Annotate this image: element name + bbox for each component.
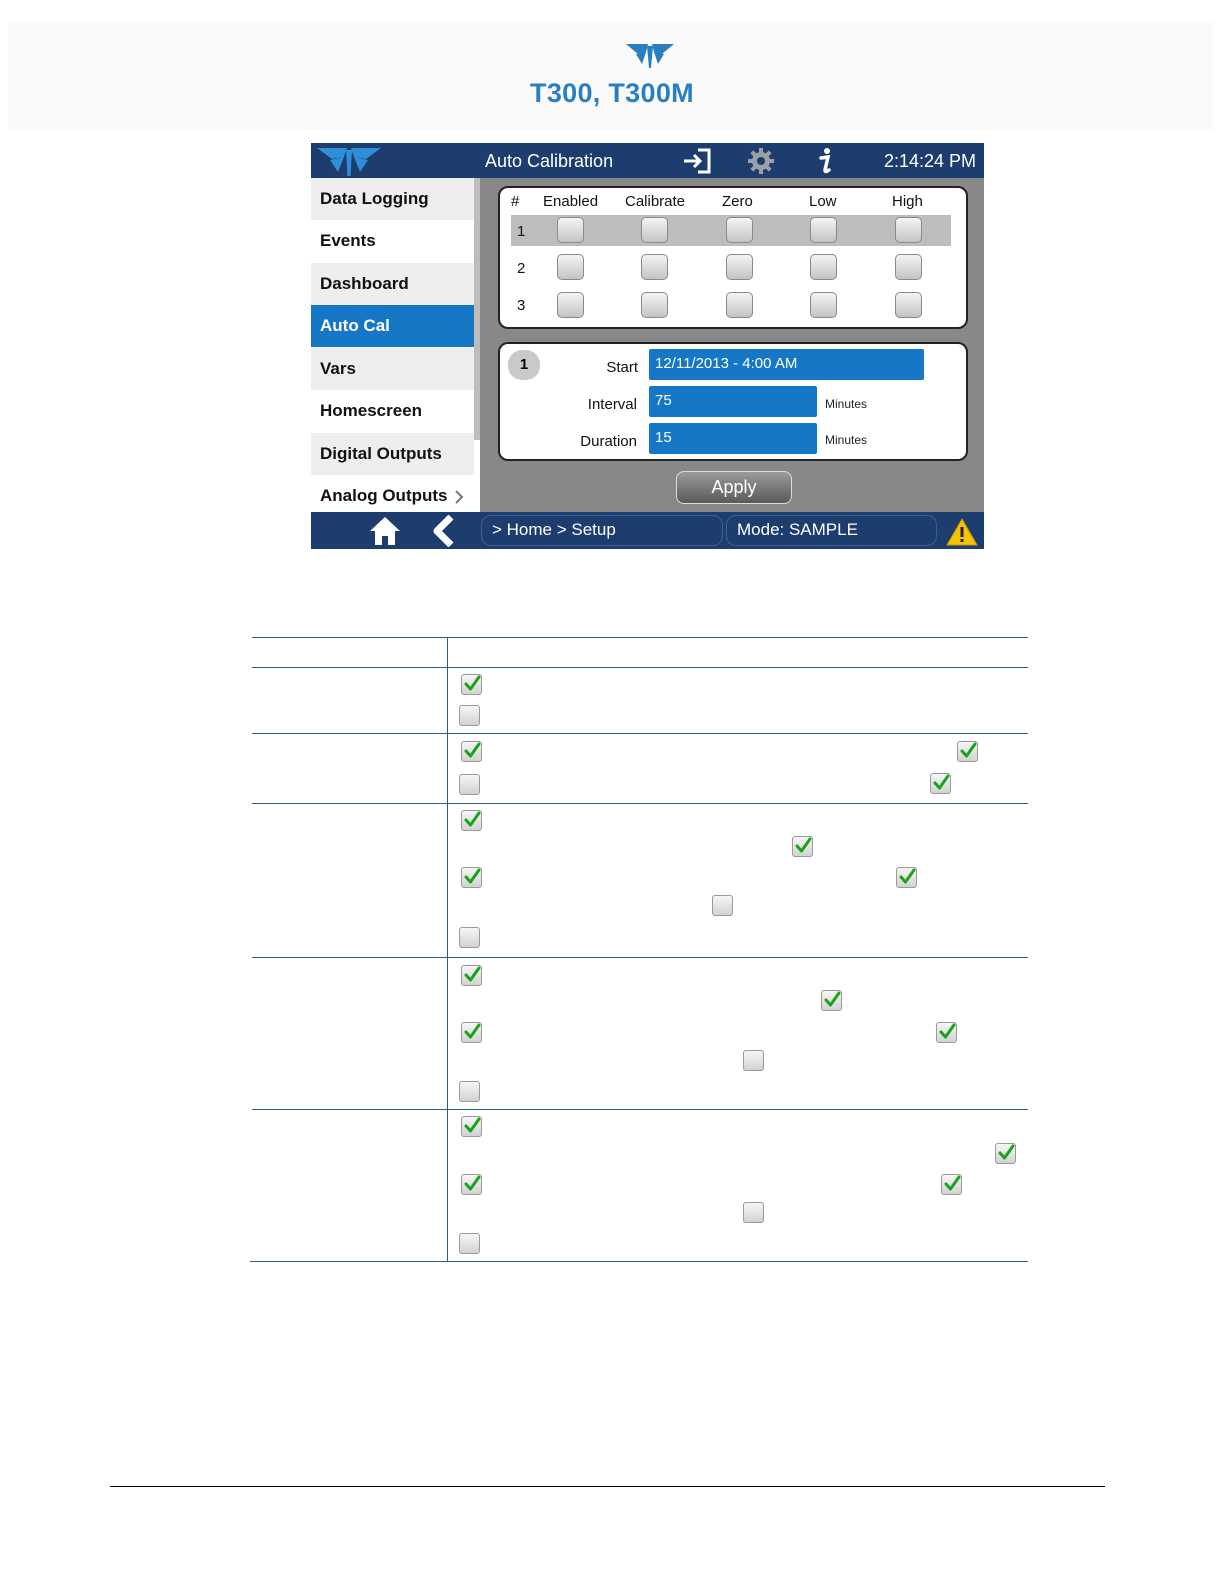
checkmark-icon: [463, 1023, 481, 1041]
checked-checkbox-icon: [461, 741, 482, 762]
checked-checkbox-icon: [995, 1143, 1016, 1164]
interval-field[interactable]: 75: [649, 386, 817, 417]
low-checkbox[interactable]: [810, 217, 837, 243]
back-icon[interactable]: [431, 515, 457, 547]
chevron-right-icon: [454, 490, 464, 504]
sequence-badge: 1: [508, 350, 540, 380]
unchecked-checkbox-icon: [459, 1081, 480, 1102]
checked-checkbox-icon: [461, 867, 482, 888]
low-checkbox[interactable]: [810, 254, 837, 280]
checked-checkbox-icon: [936, 1022, 957, 1043]
sidebar-item-dashboard[interactable]: [311, 263, 474, 305]
top-bar: [311, 143, 984, 178]
exit-icon[interactable]: [682, 148, 712, 174]
sidebar-item-label: Events: [320, 231, 376, 250]
calibrate-checkbox[interactable]: [641, 217, 668, 243]
sidebar-item-homescreen[interactable]: [311, 390, 474, 432]
column-header-calibrate: Calibrate: [625, 193, 686, 210]
duration-label: Duration: [580, 433, 637, 450]
high-checkbox[interactable]: [895, 292, 922, 318]
duration-unit: Minutes: [825, 433, 868, 447]
clock: 2:14:24 PM: [883, 151, 976, 171]
table-row-rule: [252, 803, 1028, 804]
checked-checkbox-icon: [461, 1022, 482, 1043]
unchecked-checkbox-icon: [459, 705, 480, 726]
calibrate-checkbox[interactable]: [641, 292, 668, 318]
sidebar-item-label: Digital Outputs: [320, 444, 442, 463]
checkmark-icon: [463, 742, 481, 760]
gear-icon[interactable]: [747, 147, 775, 175]
checkmark-icon: [898, 868, 916, 886]
teledyne-logo-icon: [624, 40, 676, 70]
unchecked-checkbox-icon: [712, 895, 733, 916]
sidebar-menu: [311, 178, 474, 512]
home-icon[interactable]: [368, 515, 402, 547]
unchecked-checkbox-icon: [459, 927, 480, 948]
schedule-panel: [498, 186, 968, 329]
checkmark-icon: [463, 966, 481, 984]
table-top-rule: [252, 637, 1028, 638]
sidebar-item-vars[interactable]: [311, 348, 474, 390]
high-checkbox[interactable]: [895, 217, 922, 243]
sidebar-item-analog-outputs[interactable]: [311, 475, 474, 517]
table-column-divider: [447, 638, 448, 1262]
checked-checkbox-icon: [461, 965, 482, 986]
checked-checkbox-icon: [461, 1174, 482, 1195]
checkmark-icon: [997, 1144, 1015, 1162]
column-header-low: Low: [809, 193, 837, 210]
bottom-bar: [311, 512, 984, 549]
checked-checkbox-icon: [821, 990, 842, 1011]
checked-checkbox-icon: [461, 810, 482, 831]
sidebar-item-data-logging[interactable]: [311, 178, 474, 220]
sidebar-item-label: Data Logging: [320, 189, 429, 208]
warning-icon[interactable]: [945, 517, 979, 547]
column-header-num: #: [511, 193, 520, 210]
mode-status: Mode: SAMPLE: [726, 515, 937, 546]
checkmark-icon: [932, 774, 950, 792]
checkmark-icon: [959, 742, 977, 760]
checkmark-icon: [463, 1117, 481, 1135]
checked-checkbox-icon: [930, 773, 951, 794]
checked-checkbox-icon: [461, 1116, 482, 1137]
enabled-checkbox[interactable]: [557, 292, 584, 318]
column-header-enabled: Enabled: [543, 193, 599, 210]
checked-checkbox-icon: [896, 867, 917, 888]
low-checkbox[interactable]: [810, 292, 837, 318]
start-field[interactable]: 12/11/2013 - 4:00 AM: [649, 349, 924, 380]
enabled-checkbox[interactable]: [557, 254, 584, 280]
info-icon[interactable]: [813, 146, 837, 176]
checkmark-icon: [463, 868, 481, 886]
column-header-zero: Zero: [722, 193, 753, 210]
sequence-detail-panel: [498, 342, 968, 461]
checked-checkbox-icon: [792, 836, 813, 857]
sidebar-item-label: Auto Cal: [320, 316, 390, 335]
apply-button[interactable]: Apply: [676, 471, 792, 504]
zero-checkbox[interactable]: [726, 254, 753, 280]
column-header-high: High: [892, 193, 923, 210]
sidebar-item-label: Vars: [320, 359, 356, 378]
checkmark-icon: [943, 1175, 961, 1193]
table-row-rule: [252, 1109, 1028, 1110]
interval-label: Interval: [587, 396, 637, 413]
table-row-rule: [252, 957, 1028, 958]
screen-title: Auto Calibration: [485, 151, 614, 171]
zero-checkbox[interactable]: [726, 292, 753, 318]
checkmark-icon: [823, 991, 841, 1009]
unchecked-checkbox-icon: [459, 774, 480, 795]
checked-checkbox-icon: [957, 741, 978, 762]
checkmark-icon: [794, 837, 812, 855]
duration-field[interactable]: 15: [649, 423, 817, 454]
checkmark-icon: [938, 1023, 956, 1041]
enabled-checkbox[interactable]: [557, 217, 584, 243]
interval-unit: Minutes: [825, 397, 868, 411]
table-bottom-rule: [250, 1261, 1028, 1262]
instrument-screen: [311, 143, 984, 549]
teledyne-logo-icon: [315, 144, 383, 178]
start-label: Start: [606, 359, 638, 376]
table-header-rule: [252, 667, 1028, 668]
calibrate-checkbox[interactable]: [641, 254, 668, 280]
checkmark-icon: [463, 1175, 481, 1193]
row-number: 3: [517, 297, 526, 314]
sidebar-item-label: Homescreen: [320, 401, 423, 420]
page-header-band: [8, 22, 1212, 130]
unchecked-checkbox-icon: [743, 1202, 764, 1223]
sidebar-item-label: Dashboard: [320, 274, 409, 293]
page-title: T300, T300M: [530, 78, 694, 108]
row-number: 2: [517, 260, 526, 277]
breadcrumb[interactable]: > Home > Setup: [481, 515, 723, 546]
checked-checkbox-icon: [941, 1174, 962, 1195]
sidebar-scrollbar[interactable]: [474, 178, 480, 440]
high-checkbox[interactable]: [895, 254, 922, 280]
unchecked-checkbox-icon: [743, 1050, 764, 1071]
checked-checkbox-icon: [461, 674, 482, 695]
row-number: 1: [517, 223, 526, 240]
unchecked-checkbox-icon: [459, 1233, 480, 1254]
footer-rule: [110, 1486, 1105, 1487]
checkmark-icon: [463, 811, 481, 829]
checkmark-icon: [463, 675, 481, 693]
sidebar-item-auto-cal[interactable]: [311, 305, 474, 347]
sidebar-item-label: Analog Outputs: [320, 486, 448, 505]
table-row-rule: [252, 733, 1028, 734]
zero-checkbox[interactable]: [726, 217, 753, 243]
sidebar-item-events[interactable]: [311, 220, 474, 262]
sidebar-item-digital-outputs[interactable]: [311, 433, 474, 475]
